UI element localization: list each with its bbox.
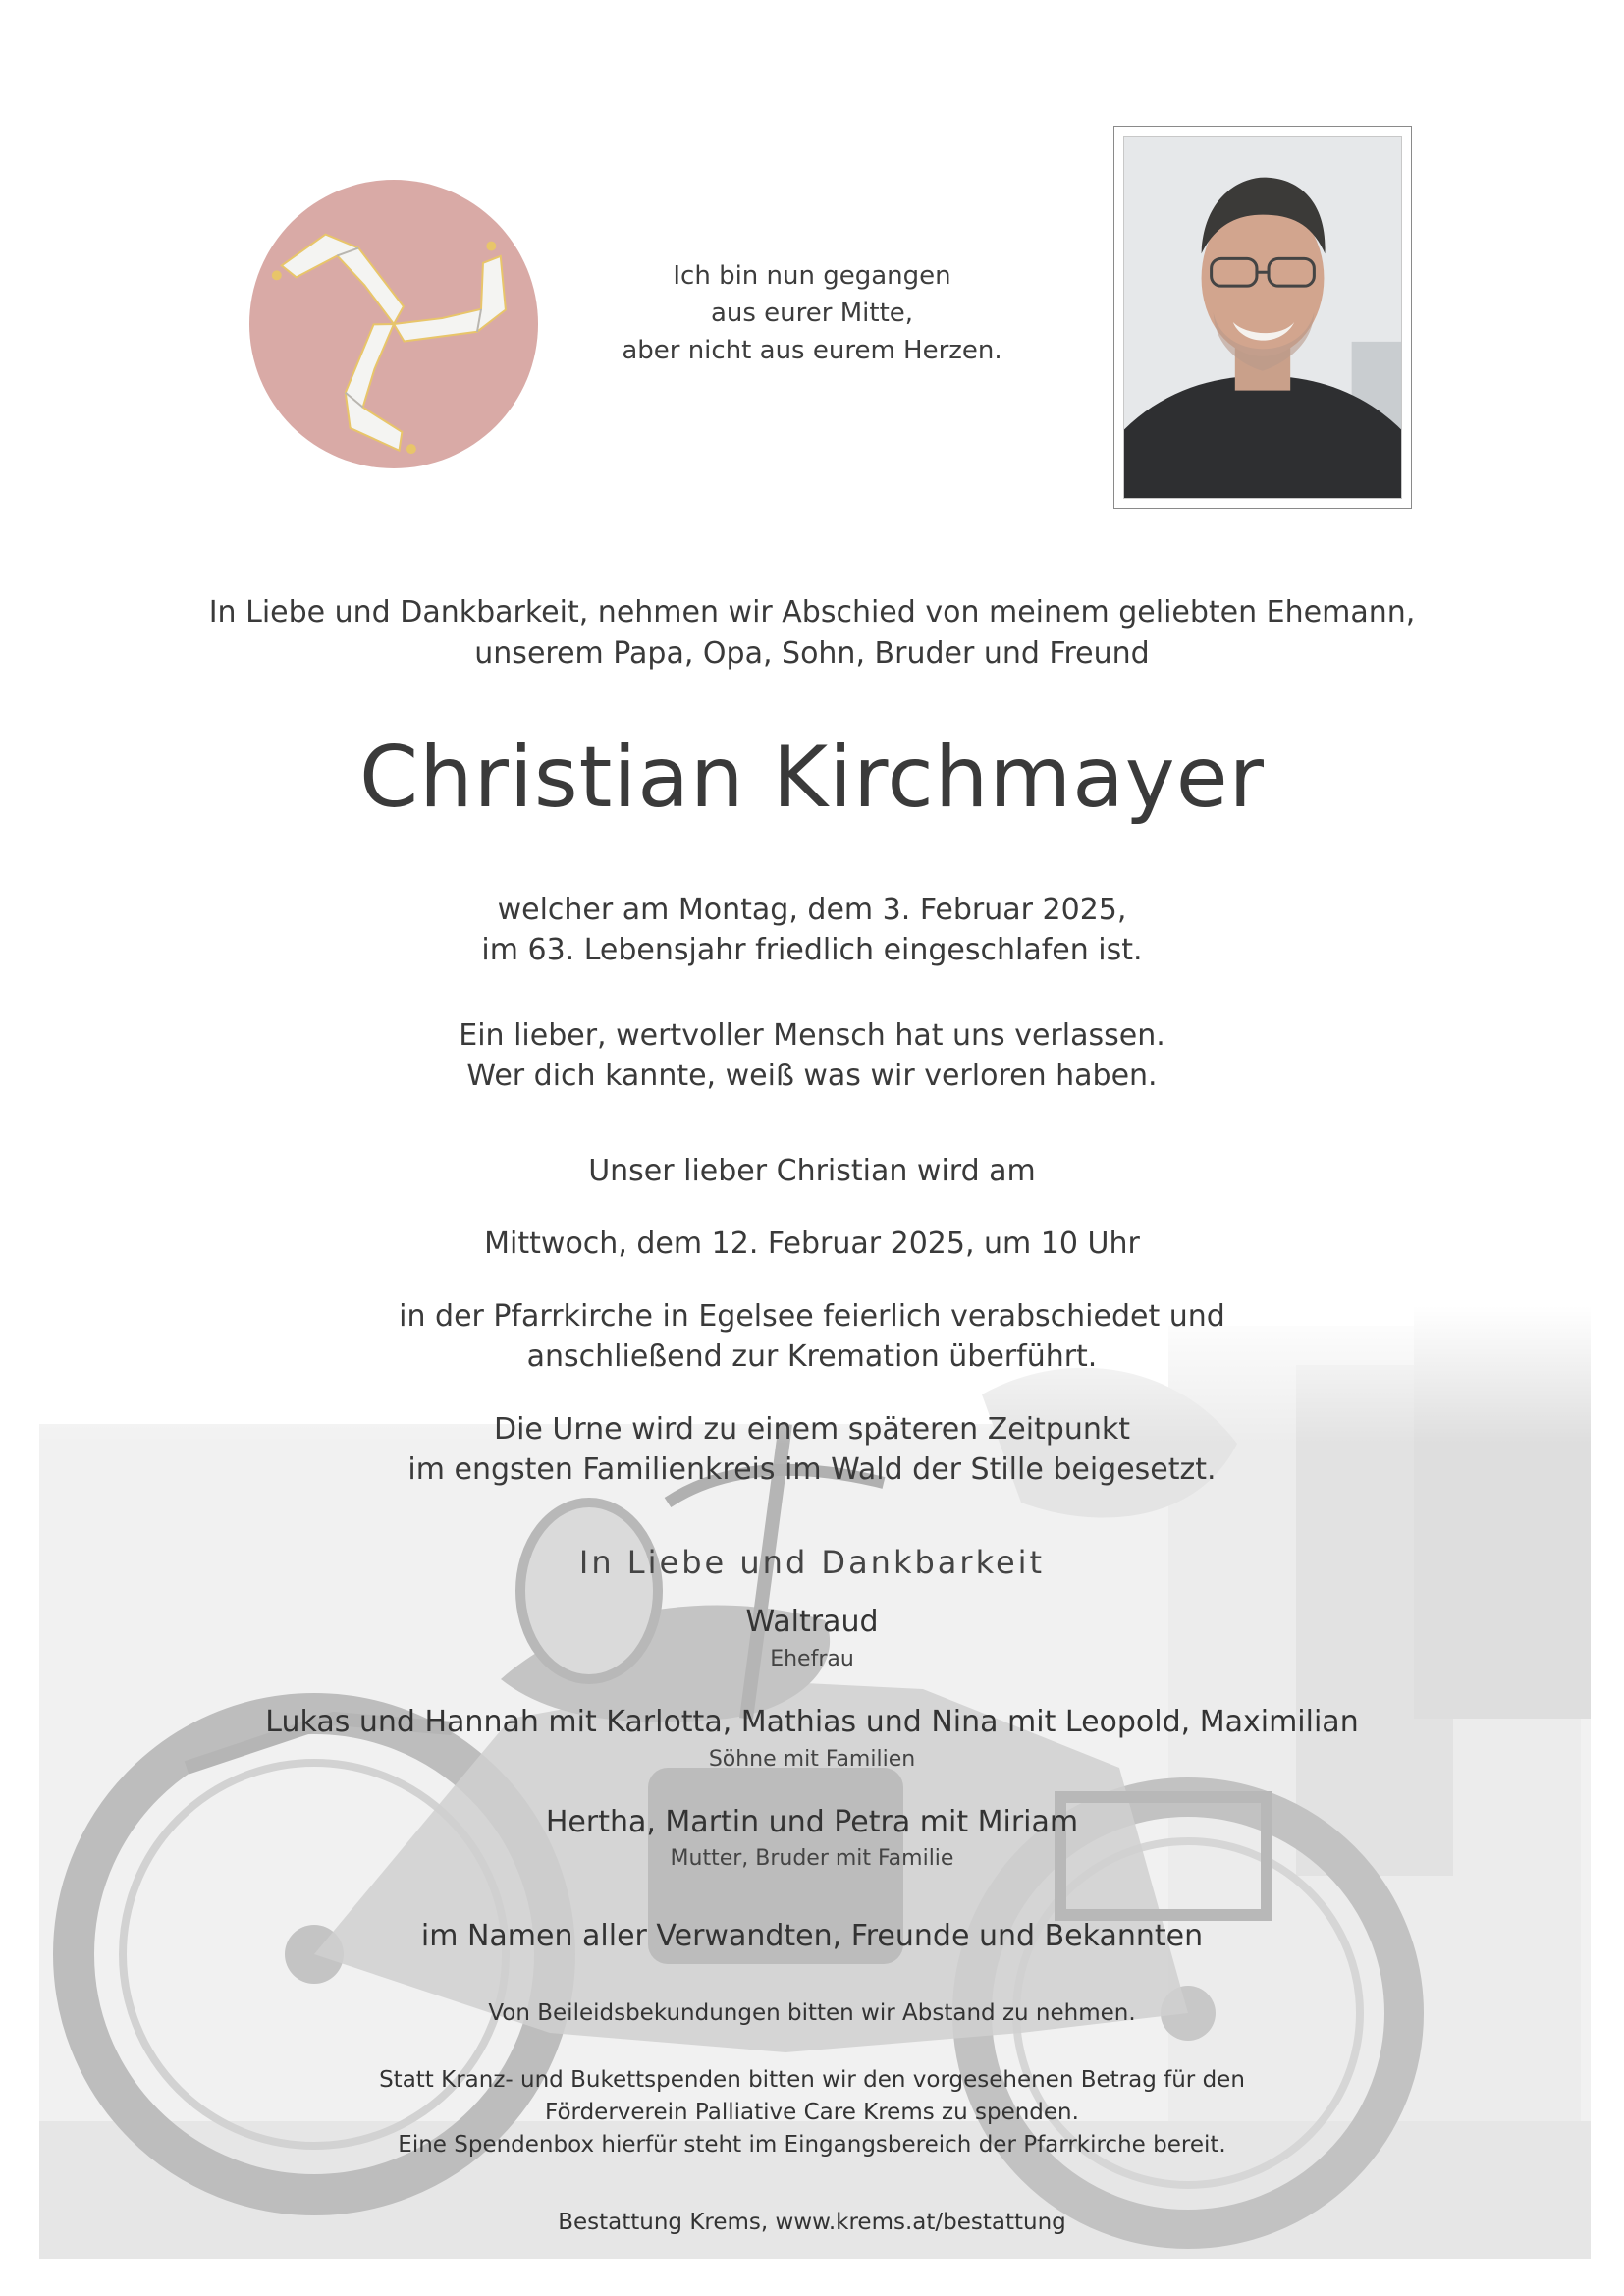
mourner-names-2: Lukas und Hannah mit Karlotta, Mathias und Nina mit Leopold, Maximilian [265, 1705, 1359, 1739]
mourner-names-3: Hertha, Martin und Petra mit Miriam [545, 1805, 1079, 1839]
deceased-name: Christian Kirchmayer [359, 729, 1265, 827]
condolence-note: Von Beileidsbekundungen bitten wir Abstand zu nehmen. [488, 2000, 1136, 2026]
mourners-heading: In Liebe und Dankbarkeit [578, 1544, 1046, 1581]
motto-line-1: Ich bin nun gegangen [673, 261, 951, 291]
urn-line-1: Die Urne wird zu einem späteren Zeitpunkt [493, 1412, 1131, 1447]
urn-line-2: im engsten Familienkreis im Wald der Stille beigesetzt. [407, 1452, 1217, 1487]
mourner-names-1: Waltraud [745, 1605, 879, 1639]
intro-line-2: unserem Papa, Opa, Sohn, Bruder und Freund [474, 636, 1150, 671]
donation-line-3: Eine Spendenbox hierfür steht im Eingangsbereich der Pfarrkirche bereit. [398, 2132, 1226, 2158]
mourner-relation-1: Ehefrau [770, 1647, 854, 1671]
motto-line-3: aber nicht aus eurem Herzen. [622, 336, 1002, 365]
mourner-relation-2: Söhne mit Familien [708, 1747, 916, 1772]
funeral-home-footer: Bestattung Krems, www.krems.at/bestattung [558, 2210, 1066, 2235]
death-notice-line-1: welcher am Montag, dem 3. Februar 2025, [497, 893, 1127, 927]
death-notice-line-2: im 63. Lebensjahr friedlich eingeschlafen ist. [481, 933, 1143, 967]
ceremony-date: Mittwoch, dem 12. Februar 2025, um 10 Uhr [484, 1227, 1140, 1261]
tribute-line-2: Wer dich kannte, weiß was wir verloren haben. [466, 1059, 1158, 1093]
donation-line-2: Förderverein Palliative Care Krems zu spenden. [545, 2100, 1079, 2125]
ceremony-place-line-2: anschließend zur Kremation überführt. [526, 1339, 1098, 1374]
intro-line-1: In Liebe und Dankbarkeit, nehmen wir Abschied von meinem geliebten Ehemann, [208, 595, 1416, 629]
mourner-relation-3: Mutter, Bruder mit Familie [670, 1846, 954, 1871]
donation-line-1: Statt Kranz- und Bukettspenden bitten wir den vorgesehenen Betrag für den [379, 2067, 1245, 2093]
ceremony-intro: Unser lieber Christian wird am [588, 1154, 1036, 1188]
mourners-closing: im Namen aller Verwandten, Freunde und Bekannten [420, 1919, 1204, 1953]
tribute-line-1: Ein lieber, wertvoller Mensch hat uns verlassen. [459, 1018, 1165, 1053]
ceremony-place-line-1: in der Pfarrkirche in Egelsee feierlich verabschiedet und [399, 1299, 1225, 1334]
motto-line-2: aus eurer Mitte, [710, 299, 914, 328]
